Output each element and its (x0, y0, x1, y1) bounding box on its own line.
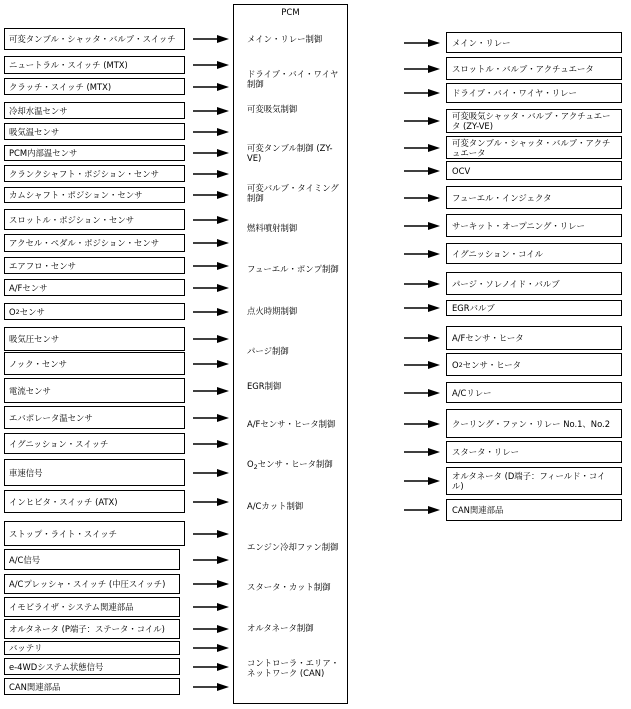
input-box: クラッチ・スイッチ (MTX) (4, 78, 185, 95)
output-arrow (404, 167, 440, 175)
pcm-function: A/Cカット制御 (247, 501, 304, 511)
input-box: バッテリ (4, 641, 180, 655)
input-arrow (193, 414, 229, 422)
input-box: ノック・センサ (4, 352, 185, 375)
pcm-function: EGR制御 (247, 381, 282, 391)
input-arrow (193, 262, 229, 270)
input-arrow (193, 284, 229, 292)
output-arrow (404, 477, 440, 485)
output-box: スタータ・リレー (446, 441, 622, 463)
input-arrow (193, 360, 229, 368)
input-box: クランクシャフト・ポジション・センサ (4, 165, 185, 182)
output-box: クーリング・ファン・リレー No.1、No.2 (446, 409, 622, 438)
input-arrow (193, 170, 229, 178)
input-arrow (193, 308, 229, 316)
input-box: 冷却水温センサ (4, 102, 185, 119)
input-box: e-4WDシステム状態信号 (4, 658, 180, 675)
pcm-function: $O_2$センサ・ヒータ制御 (247, 459, 333, 471)
output-arrow (404, 222, 440, 230)
input-arrow (193, 644, 229, 652)
input-arrow (193, 387, 229, 395)
input-arrow (193, 35, 229, 43)
input-arrow (193, 530, 229, 538)
output-arrow (404, 448, 440, 456)
output-arrow (404, 304, 440, 312)
input-arrow (193, 556, 229, 564)
output-arrow (404, 506, 440, 514)
input-box: エアフロ・センサ (4, 257, 185, 274)
pcm-function: パージ制御 (247, 346, 289, 356)
input-arrow (193, 61, 229, 69)
input-box: O 2 センサ (4, 303, 185, 320)
input-box: イモビライザ・システム関連部品 (4, 597, 180, 617)
input-arrow (193, 239, 229, 247)
input-arrow (193, 440, 229, 448)
pcm-title: PCM (281, 8, 300, 18)
input-box: A/Cプレッシャ・スイッチ (中圧スイッチ) (4, 574, 180, 594)
output-box: OCV (446, 161, 622, 180)
input-arrow (193, 216, 229, 224)
output-box: O 2 センサ・ヒータ (446, 353, 622, 376)
pcm-function: メイン・リレー制御 (247, 34, 323, 44)
output-box: サーキット・オープニング・リレー (446, 214, 622, 237)
pcm-function: A/Fセンサ・ヒータ制御 (247, 419, 336, 429)
input-box: 可変タンブル・シャッタ・バルブ・スイッチ (4, 28, 185, 50)
input-arrow (193, 469, 229, 477)
input-box: 車速信号 (4, 459, 185, 486)
output-arrow (404, 89, 440, 97)
output-box: スロットル・バルブ・アクチュエータ (446, 57, 622, 80)
output-arrow (404, 334, 440, 342)
input-box: 吸気圧センサ (4, 327, 185, 351)
input-arrow (193, 603, 229, 611)
output-arrow (404, 420, 440, 428)
input-box: オルタネータ (P端子：ステータ・コイル) (4, 619, 180, 639)
output-box: A/Cリレー (446, 382, 622, 403)
input-box: A/Fセンサ (4, 279, 185, 296)
input-arrow (193, 149, 229, 157)
output-box: 可変吸気シャッタ・バルブ・アクチュエータ (ZY-VE) (446, 109, 622, 133)
input-box: 吸気温センサ (4, 123, 185, 140)
input-arrow (193, 191, 229, 199)
pcm-function: エンジン冷却ファン制御 (247, 542, 339, 552)
pcm-function: 可変吸気制御 (247, 104, 298, 114)
pcm-function: 可変バルブ・タイミング制御 (247, 183, 339, 203)
output-arrow (404, 389, 440, 397)
input-box: PCM内部温センサ (4, 145, 185, 161)
output-box: A/Fセンサ・ヒータ (446, 326, 622, 350)
pcm-function: 可変タンブル制御 (ZY-VE) (247, 143, 333, 163)
output-arrow (404, 250, 440, 258)
output-arrow (404, 194, 440, 202)
input-box: スロットル・ポジション・センサ (4, 209, 185, 230)
input-box: エバポレータ温センサ (4, 406, 185, 429)
input-box: アクセル・ペダル・ポジション・センサ (4, 234, 185, 252)
input-box: CAN関連部品 (4, 678, 180, 695)
input-arrow (193, 683, 229, 691)
output-box: イグニッション・コイル (446, 243, 622, 264)
output-box: 可変タンブル・シャッタ・バルブ・アクチュエータ (446, 136, 622, 159)
output-box: ドライブ・バイ・ワイヤ・リレー (446, 83, 622, 103)
input-arrow (193, 128, 229, 136)
input-box: 電流センサ (4, 378, 185, 403)
pcm-function: スタータ・カット制御 (247, 582, 331, 592)
pcm-function: 燃料噴射制御 (247, 223, 298, 233)
output-arrow (404, 65, 440, 73)
input-box: インヒビタ・スイッチ (ATX) (4, 490, 185, 513)
input-arrow (193, 663, 229, 671)
input-arrow (193, 335, 229, 343)
input-arrow (193, 625, 229, 633)
output-arrow (404, 117, 440, 125)
output-box: フューエル・インジェクタ (446, 186, 622, 209)
pcm-function: オルタネータ制御 (247, 623, 314, 633)
input-box: A/C信号 (4, 549, 180, 570)
output-arrow (404, 280, 440, 288)
input-box: ストップ・ライト・スイッチ (4, 521, 185, 546)
output-box: オルタネータ (D端子：フィールド・コイル) (446, 467, 622, 495)
output-box: パージ・ソレノイド・バルブ (446, 272, 622, 295)
output-arrow (404, 144, 440, 152)
pcm-function: フューエル・ポンプ制御 (247, 264, 339, 274)
output-box: メイン・リレー (446, 32, 622, 53)
output-box: CAN関連部品 (446, 499, 622, 521)
pcm-function: 点火時期制御 (247, 306, 298, 316)
input-arrow (193, 83, 229, 91)
input-arrow (193, 498, 229, 506)
output-arrow (404, 39, 440, 47)
input-arrow (193, 580, 229, 588)
output-arrow (404, 361, 440, 369)
input-box: ニュートラル・スイッチ (MTX) (4, 56, 185, 74)
input-box: カムシャフト・ポジション・センサ (4, 187, 185, 203)
input-box: イグニッション・スイッチ (4, 433, 185, 454)
output-box: EGRバルブ (446, 300, 622, 316)
input-arrow (193, 107, 229, 115)
pcm-function: コントローラ・エリア・ネットワーク (CAN) (247, 658, 340, 678)
pcm-block (233, 4, 348, 704)
pcm-function: ドライブ・バイ・ワイヤ制御 (247, 69, 339, 89)
